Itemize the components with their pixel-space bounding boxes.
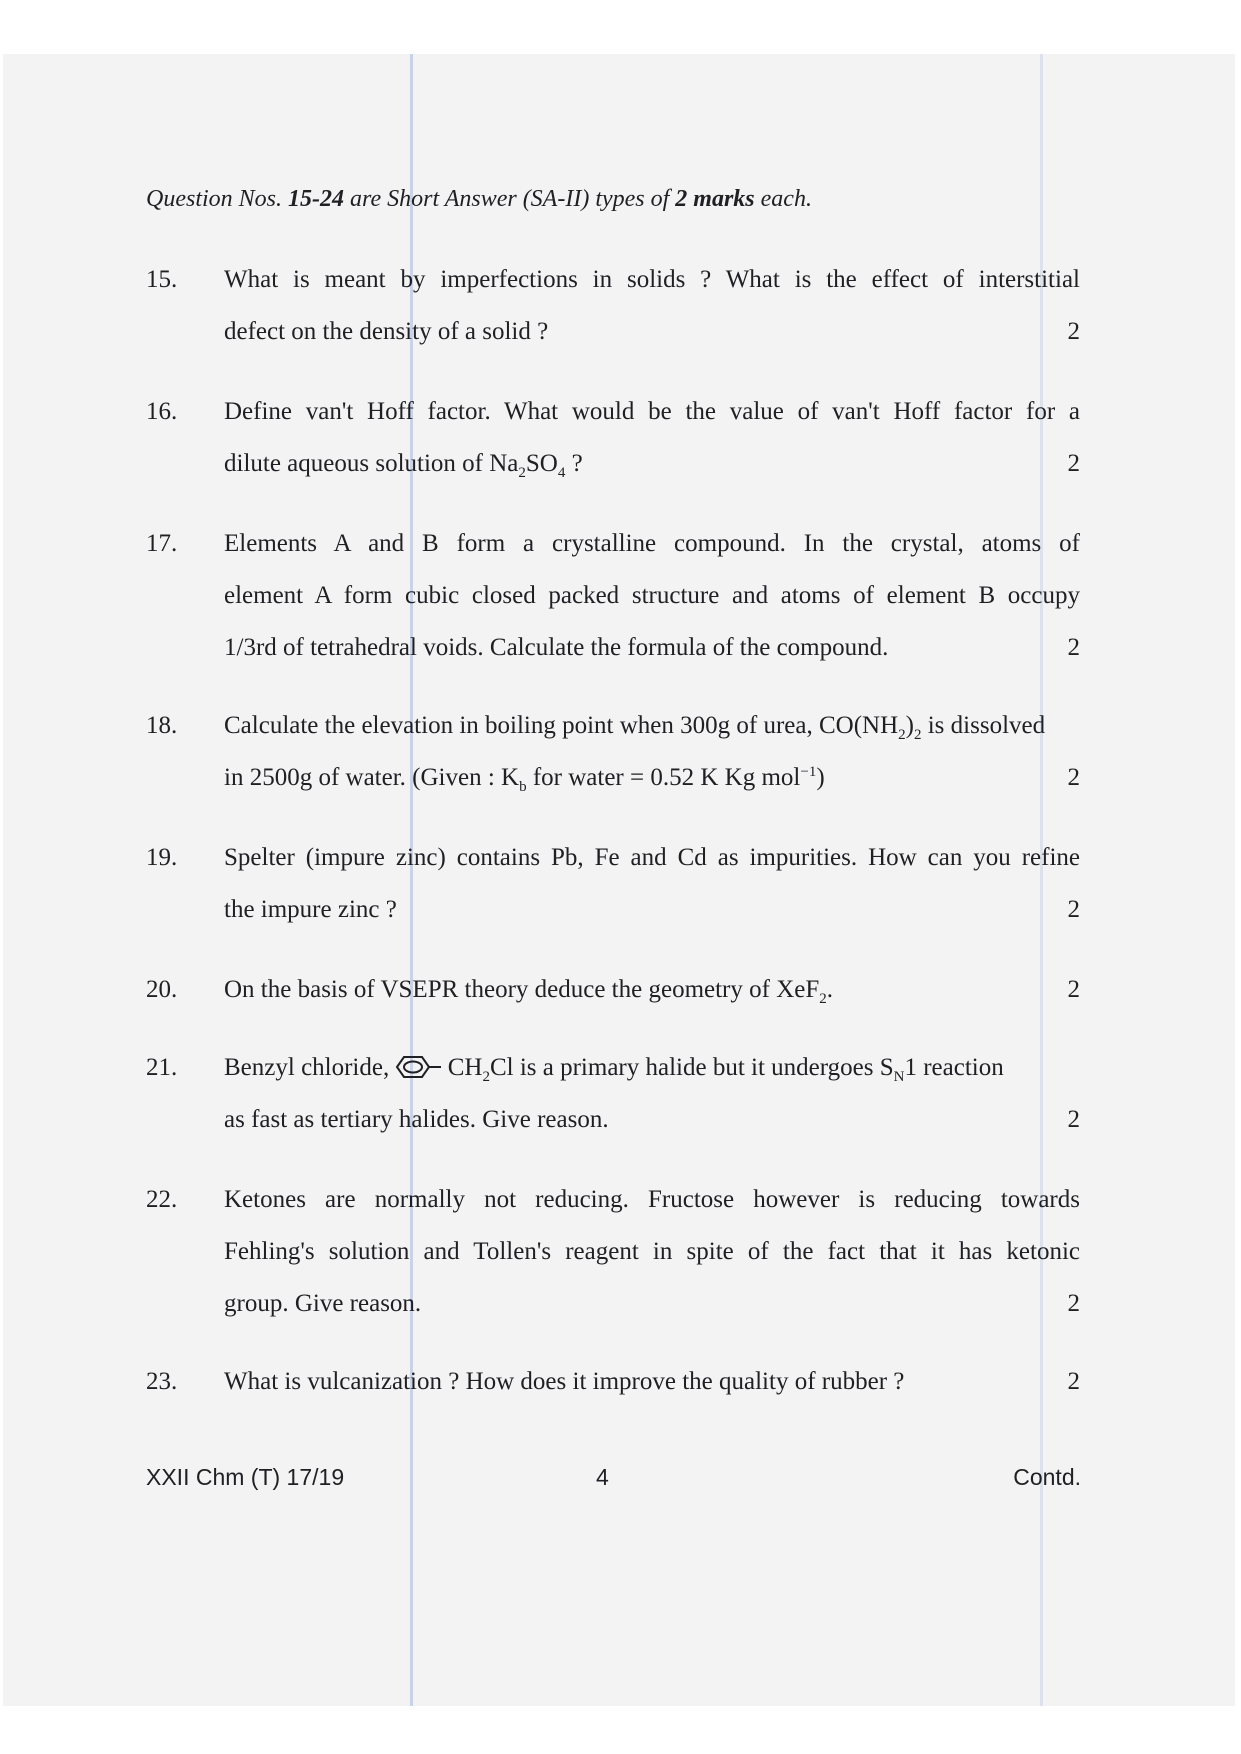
question-text: dilute aqueous solution of $Na_2SO_4$ ? [224, 450, 583, 481]
continued-label: Contd. [1013, 1464, 1081, 1490]
question-text: What is vulcanization ? How does it improve the quality of rubber ? [224, 1368, 905, 1395]
question-marks: 2 [1067, 1106, 1080, 1133]
question-marks: 2 [1067, 976, 1080, 1003]
question-number: 17. [146, 530, 178, 557]
question-number: 21. [146, 1054, 178, 1081]
question-marks: 2 [1067, 634, 1080, 661]
question-text: group. Give reason. [224, 1290, 422, 1317]
question-marks: 2 [1067, 1368, 1080, 1395]
benzene-ring-icon [395, 1055, 441, 1079]
question-text: in 2500g of water. (Given : $K_b$ for water = 0.52 K Kg mol$^{-1}$) [224, 764, 825, 795]
question-text: Fehling's solution and Tollen's reagent in spite of the fact that it has ketonic [224, 1238, 1080, 1265]
question-text: Elements A and B form a crystalline compound. In the crystal, atoms of [224, 530, 1080, 557]
question-number: 19. [146, 844, 178, 871]
question-text: Define van't Hoff factor. What would be the value of van't Hoff factor for a [224, 398, 1080, 425]
question-text: On the basis of VSEPR theory deduce the geometry of XeF$_2$. [224, 976, 834, 1007]
question-text: as fast as tertiary halides. Give reason. [224, 1106, 609, 1133]
question-marks: 2 [1067, 1290, 1080, 1317]
question-text: 1/3rd of tetrahedral voids. Calculate the formula of the compound. [224, 634, 889, 661]
paper-code: XXII Chm (T) 17/19 [146, 1464, 345, 1490]
question-text: the impure zinc ? [224, 896, 397, 923]
section-instruction: Question Nos. 15-24 are Short Answer (SA-II) types of 2 marks each. [146, 186, 812, 212]
question-marks: 2 [1067, 450, 1080, 477]
question-marks: 2 [1067, 318, 1080, 345]
paper-fold-line [410, 54, 413, 1706]
question-text: Ketones are normally not reducing. Fructose however is reducing towards [224, 1186, 1080, 1213]
question-text: element A form cubic closed packed structure and atoms of element B occupy [224, 582, 1080, 609]
question-number: 16. [146, 398, 178, 425]
question-number: 20. [146, 976, 178, 1003]
question-text: defect on the density of a solid ? [224, 318, 549, 345]
exam-page [3, 54, 1235, 1706]
question-marks: 2 [1067, 764, 1080, 791]
question-text: Calculate the elevation in boiling point when 300g of urea, $CO(NH_2)_2$ is dissolved [224, 712, 1046, 743]
page-number: 4 [596, 1464, 609, 1490]
question-number: 18. [146, 712, 178, 739]
question-text: What is meant by imperfections in solids ? What is the effect of interstitial [224, 266, 1080, 293]
question-text: Benzyl chloride, $CH_2Cl$ is a primary halide but it undergoes $S_N1$ reaction [224, 1054, 1004, 1085]
paper-fold-line [1040, 54, 1043, 1706]
question-number: 23. [146, 1368, 178, 1395]
question-number: 22. [146, 1186, 178, 1213]
question-marks: 2 [1067, 896, 1080, 923]
question-number: 15. [146, 266, 178, 293]
question-text: Spelter (impure zinc) contains Pb, Fe and Cd as impurities. How can you refine [224, 844, 1080, 871]
